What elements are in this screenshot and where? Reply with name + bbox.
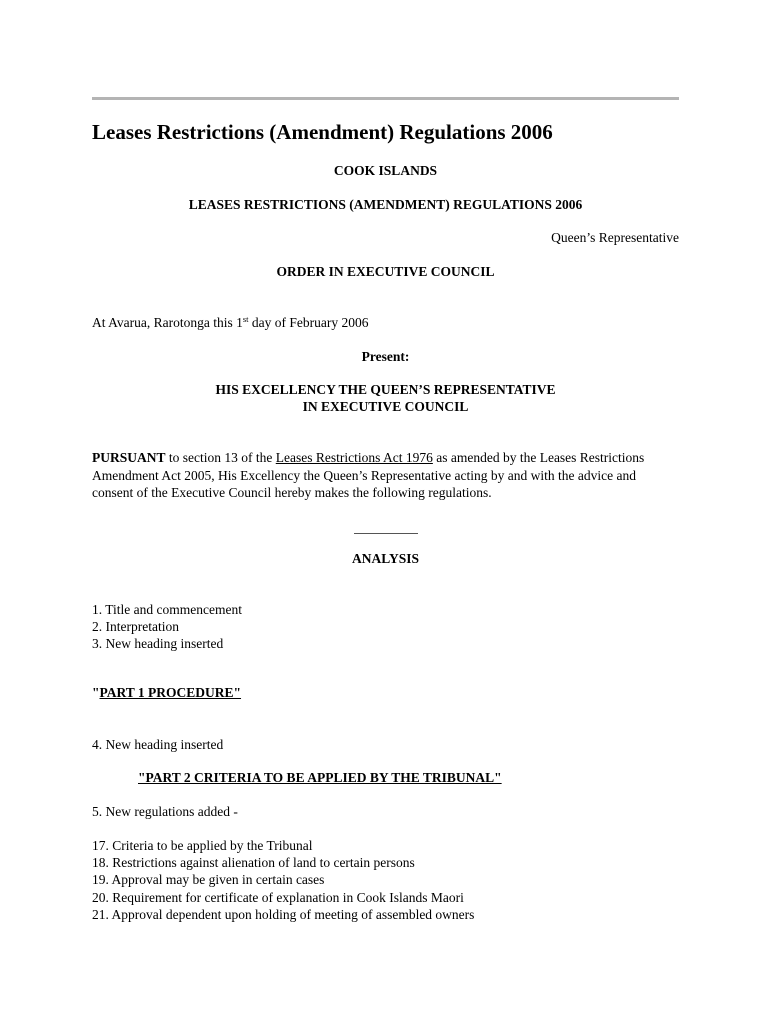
part1-heading[interactable]: PART 1 PROCEDURE": [99, 685, 242, 700]
place-date-sup: st: [242, 314, 249, 324]
regulation-name-heading: LEASES RESTRICTIONS (AMENDMENT) REGULATIONS 2006: [188, 197, 583, 212]
document-page: [92, 0, 679, 1024]
part1-quote-open: ": [92, 685, 100, 700]
top-divider: [92, 97, 679, 100]
document-title: Leases Restrictions (Amendment) Regulations 2006: [92, 120, 553, 144]
analysis-heading: ANALYSIS: [351, 551, 420, 566]
present-label: Present:: [361, 349, 410, 364]
place-date-prefix: At Avarua, Rarotonga this 1: [92, 315, 243, 330]
list-item: 21. Approval dependent upon holding of meeting of assembled owners: [92, 906, 475, 922]
list-item: 19. Approval may be given in certain cases: [92, 872, 325, 888]
pursuant-paragraph: [92, 449, 679, 502]
list-item: 17. Criteria to be applied by the Tribunal: [92, 838, 313, 853]
section-divider: [92, 522, 679, 538]
part2-heading[interactable]: "PART 2 CRITERIA TO BE APPLIED BY THE TRIBUNAL": [138, 770, 502, 785]
item-4: 4. New heading inserted: [92, 737, 224, 752]
analysis-list: [92, 601, 242, 653]
list-item: 18. Restrictions against alienation of land to certain persons: [92, 855, 415, 871]
place-date-suffix: day of February 2006: [248, 315, 369, 330]
signatory-line: Queen’s Representative: [551, 230, 679, 245]
list-item: 3. New heading inserted: [92, 636, 224, 652]
pursuant-keyword: PURSUANT: [92, 450, 166, 465]
place-date-line: [92, 314, 369, 331]
council-line-1: HIS EXCELLENCY THE QUEEN’S REPRESENTATIVE: [215, 382, 556, 397]
pursuant-text-pre: to section 13 of the: [165, 450, 276, 465]
part1-line: [92, 685, 241, 701]
council-line-2: IN EXECUTIVE COUNCIL: [302, 399, 469, 414]
leases-restrictions-act-link[interactable]: Leases Restrictions Act 1976: [275, 450, 433, 465]
item-5: 5. New regulations added -: [92, 804, 238, 819]
list-item: 20. Requirement for certificate of explanation in Cook Islands Maori: [92, 889, 464, 905]
new-regulations-list: [92, 837, 474, 923]
country-heading: COOK ISLANDS: [333, 163, 438, 178]
order-heading: ORDER IN EXECUTIVE COUNCIL: [276, 264, 495, 279]
list-item: 1. Title and commencement: [92, 602, 242, 617]
pursuant-text-post: as amended by the Leases Restrictions Amendment Act 2005, His Excellency the Queen’s Representative acting by and with the advice and consent of the Executive Council hereby makes the following regulations.: [92, 450, 645, 500]
list-item: 2. Interpretation: [92, 619, 179, 635]
